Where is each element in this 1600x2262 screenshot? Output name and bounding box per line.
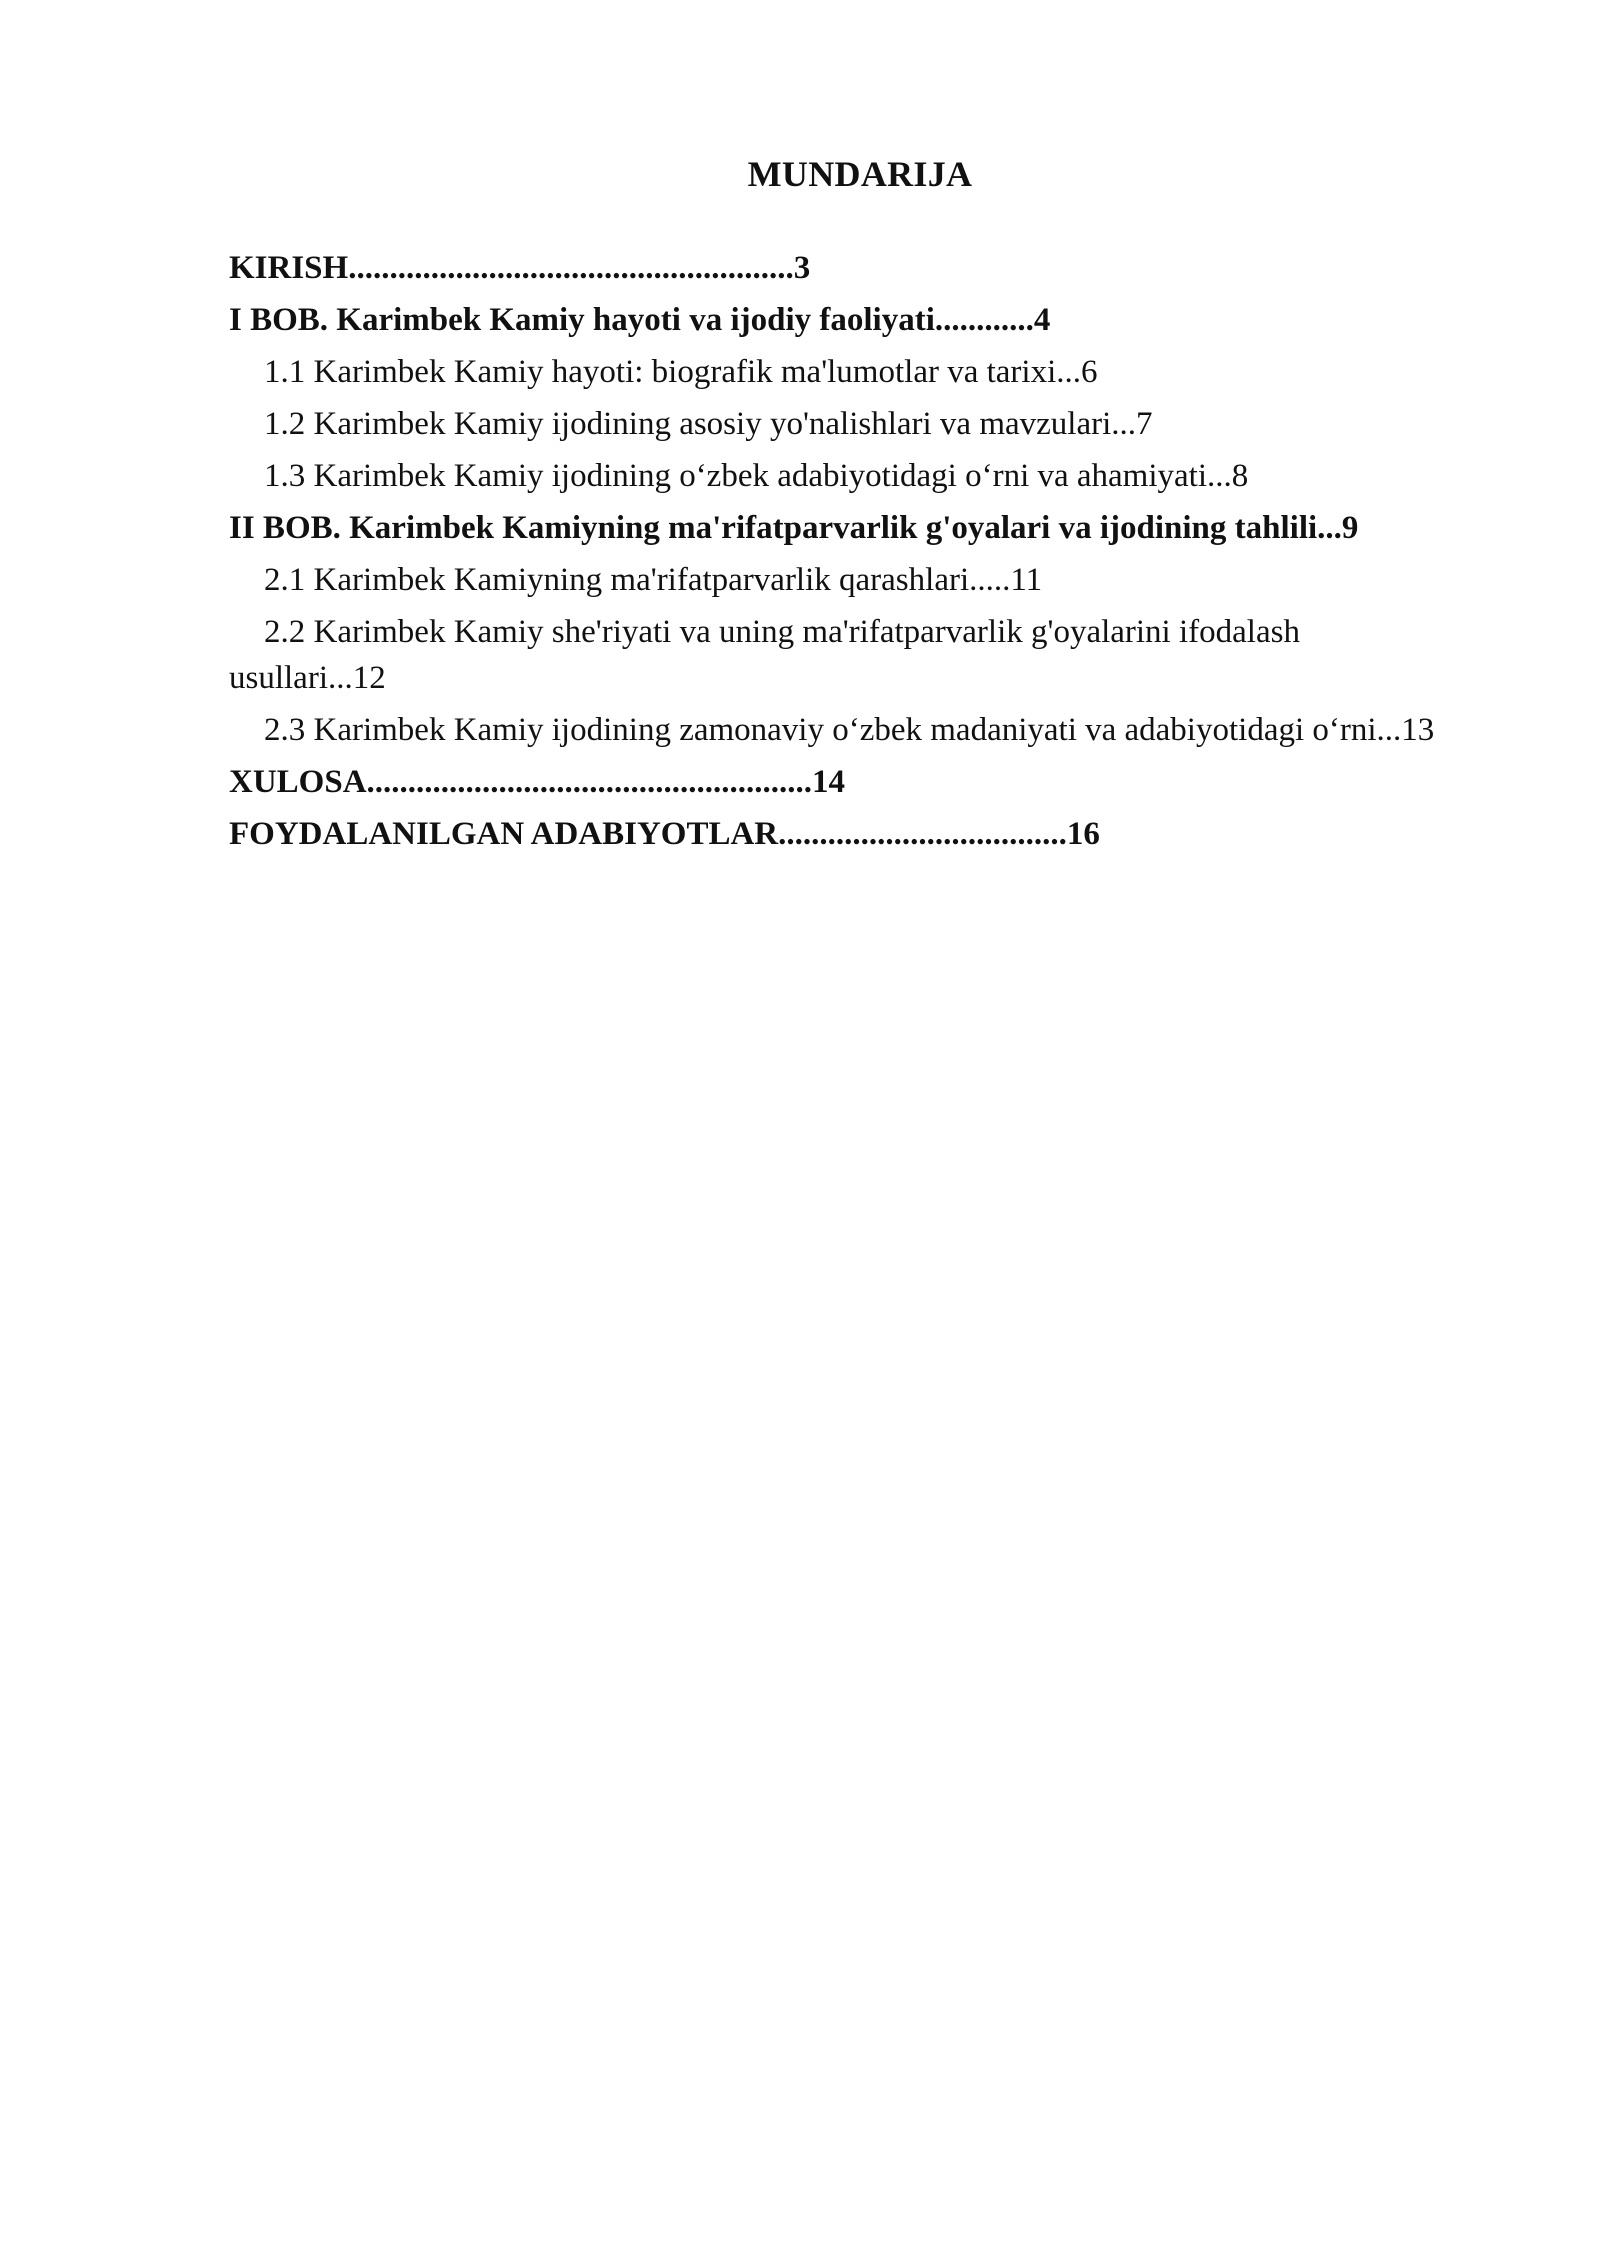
toc-entry-chapter-1: I BOB. Karimbek Kamiy hayoti va ijodiy faoliyati............4: [229, 302, 1051, 338]
toc-entry-section-2-1: 2.1 Karimbek Kamiyning ma'rifatparvarlik qarashlari.....11: [264, 562, 1043, 598]
toc-entry-chapter-2: II BOB. Karimbek Kamiyning ma'rifatparvarlik g'oyalari va ijodining tahlili...9: [229, 510, 1359, 546]
table-of-contents: [229, 245, 1459, 863]
toc-entry-section-1-2: 1.2 Karimbek Kamiy ijodining asosiy yo'nalishlari va mavzulari...7: [264, 406, 1153, 442]
toc-entry-section-2-3: 2.3 Karimbek Kamiy ijodining zamonaviy o‘zbek madaniyati va adabiyotidagi o‘rni...13: [264, 712, 1435, 748]
toc-entry-section-1-3: 1.3 Karimbek Kamiy ijodining o‘zbek adabiyotidagi o‘rni va ahamiyati...8: [264, 458, 1249, 494]
toc-entry-section-1-1: 1.1 Karimbek Kamiy hayoti: biografik ma'lumotlar va tarixi...6: [264, 354, 1098, 390]
toc-entry-kirish: KIRISH......................................................3: [229, 250, 811, 286]
toc-entry-xulosa: XULOSA......................................................14: [229, 764, 846, 800]
page-title: MUNDARIJA: [747, 154, 973, 194]
toc-entry-section-2-2: 2.2 Karimbek Kamiy she'riyati va uning ma'rifatparvarlik g'oyalarini ifodalash usullari...12: [229, 614, 1300, 696]
toc-entry-references: FOYDALANILGAN ADABIYOTLAR...................................16: [229, 816, 1100, 852]
